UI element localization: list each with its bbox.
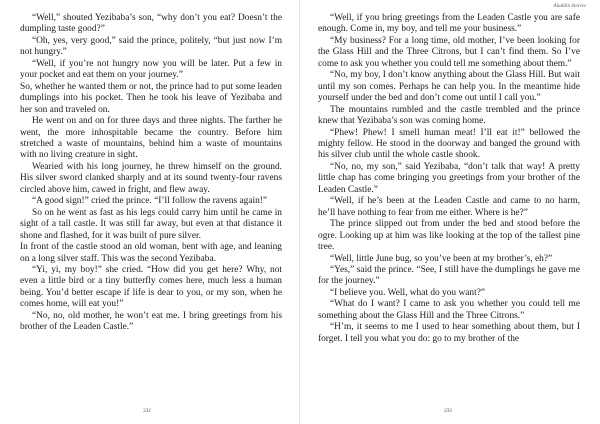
paragraph: “No, no, old mother, he won’t eat me. I bring greetings from his brother of the Leaden Castle.” xyxy=(20,310,282,333)
paragraph: “What do I want? I came to ask you whether you could tell me something about the Glass Hill and the Three Citrons.” xyxy=(318,299,580,321)
page-number: 233 xyxy=(444,409,452,414)
paragraph: “Yi, yi, my boy!” she cried. “How did you get here? Why, not even a little bird or a tiny butterfly comes here, much less a human being. You’d better escape if life is dear to you, or my son, when he comes home, will eat you!” xyxy=(20,264,282,310)
paragraph: “Well, if he’s been at the Leaden Castle and came to no harm, he’ll have nothing to fear from me either. Where is he?” xyxy=(318,196,580,218)
paragraph: “Well,” shouted Yezibaba’s son, “why don’t you eat? Doesn’t the dumpling taste good?” xyxy=(20,13,282,35)
paragraph: “H’m, it seems to me I used to hear something about them, but I forget. I tell you what you do: go to my brother of the xyxy=(318,322,580,344)
paragraph: “Well, if you bring greetings from the Leaden Castle you are safe enough. Come in, my boy, and tell me your business.” xyxy=(318,13,580,35)
paragraph: “I believe you. Well, what do you want?” xyxy=(330,287,486,298)
paragraph: “Oh, yes, very good,” said the prince, politely, “but just now I’m not hungry.” xyxy=(20,35,282,58)
paragraph: He went on and on for three days and three nights. The farther he went, the more inhospitable became the country. Before him stretched a waste of mountains, behind him a waste of mountains with no living creature in sight. xyxy=(20,116,282,161)
paragraph: So, whether he wanted them or not, the prince had to put some leaden dumplings into his pocket. Then he took his leave of Yezibaba and her son and traveled on. xyxy=(20,81,282,115)
paragraph: “Phew! Phew! I smell human meat! I’ll eat it!” bellowed the mighty fellow. He stood in the doorway and banged the ground with his silver club until the whole castle shook. xyxy=(318,127,580,161)
paragraph: “Well, if you’re not hungry now you will be later. Put a few in your pocket and eat them on your journey.” xyxy=(20,58,282,81)
page-number: 232 xyxy=(143,409,151,414)
paragraph: “Well, little June bug, so you’ve been at my brother’s, eh?” xyxy=(330,253,553,264)
paragraph: “Yes,” said the prince. “See, I still have the dumplings he gave me for the journey.” xyxy=(318,264,580,287)
running-head: Aladdin Stories xyxy=(553,4,586,9)
right-page xyxy=(300,0,600,424)
left-page-text xyxy=(20,13,282,334)
paragraph: So on he went as fast as his legs could carry him until he came in sight of a tall castle. It was still far away, but even at that distance it shone and flashed, for it was built of pure silver. xyxy=(20,207,282,241)
right-page-text xyxy=(318,13,580,345)
paragraph: “No, no, my son,” said Yezibaba, “don’t talk that way! A pretty little chap has come bringing you greetings from your brother of the Leaden Castle.” xyxy=(318,161,580,195)
paragraph: The prince slipped out from under the bed and stood before the ogre. Looking up at him was like looking at the top of the tallest pine tree. xyxy=(318,219,580,253)
paragraph: “My business? For a long time, old mother, I’ve been looking for the Glass Hill and the Three Citrons, but I can’t find them. So I’ve come to ask you whether you could tell me something about them.” xyxy=(318,35,580,69)
paragraph: “A good sign!” cried the prince. “I’ll follow the ravens again!” xyxy=(32,196,268,207)
paragraph: “No, my boy, I don’t know anything about the Glass Hill. But wait until my son comes. Perhaps he can help you. In the meantime hide yourself under the bed and don’t come out until I call you.” xyxy=(318,70,580,104)
paragraph: In front of the castle stood an old woman, bent with age, and leaning on a long silver staff. This was the second Yezibaba. xyxy=(20,242,282,264)
paragraph: Wearied with his long journey, he threw himself on the ground. His silver sword clanked sharply and at its sound twenty-four ravens circled above him, cawed in fright, and flew away. xyxy=(20,161,282,195)
paragraph: The mountains rumbled and the castle trembled and the prince knew that Yezibaba’s son was coming home. xyxy=(318,104,580,127)
